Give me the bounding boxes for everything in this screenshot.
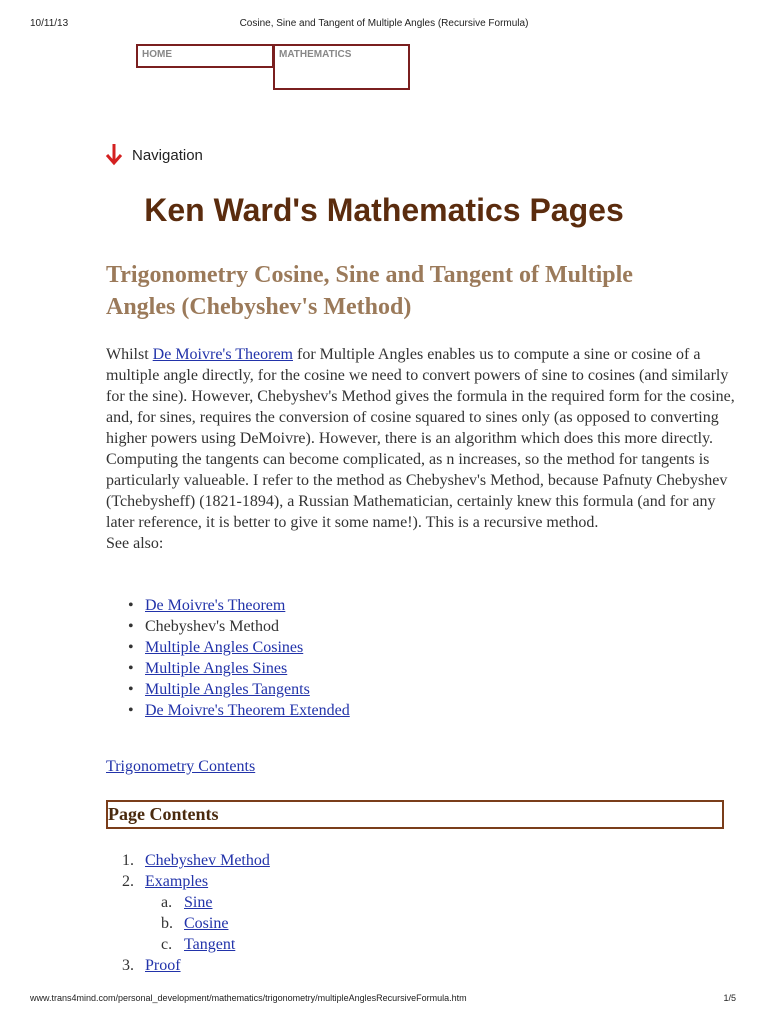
de-moivre-inline-link[interactable]: De Moivre's Theorem (152, 346, 293, 363)
intro-text-start: Whilst (106, 346, 153, 363)
see-also-tangents-link[interactable]: Multiple Angles Tangents (145, 681, 310, 698)
intro-paragraph (106, 344, 736, 554)
toc-tangent-link[interactable]: Tangent (184, 936, 236, 953)
toc-subitem (161, 934, 270, 955)
table-of-contents (122, 850, 270, 976)
toc-number: 3. (122, 957, 134, 974)
toc-examples-link[interactable]: Examples (145, 873, 209, 890)
toc-item (122, 955, 270, 976)
nav-home-button[interactable]: HOME (136, 44, 274, 68)
print-page-count: 1/5 (723, 993, 736, 1003)
see-also-list (128, 595, 350, 721)
list-item (128, 637, 350, 658)
list-item (128, 679, 350, 700)
toc-subnumber: b. (161, 915, 173, 932)
toc-cosine-link[interactable]: Cosine (184, 915, 229, 932)
page-contents-title: Page Contents (108, 804, 219, 824)
toc-proof-link[interactable]: Proof (145, 957, 181, 974)
nav-mathematics-button[interactable]: MATHEMATICS (273, 44, 410, 90)
page-contents-box (106, 800, 724, 829)
list-item (128, 616, 350, 637)
toc-item (122, 871, 270, 955)
navigation-toggle[interactable] (104, 142, 203, 168)
toc-number: 1. (122, 852, 134, 869)
red-down-arrow-icon (104, 142, 124, 168)
toc-item (122, 850, 270, 871)
page-heading: Trigonometry Cosine, Sine and Tangent of Multiple Angles (Chebyshev's Method) (106, 262, 633, 320)
navigation-label: Navigation (132, 146, 203, 164)
list-item (128, 700, 350, 721)
print-document-title: Cosine, Sine and Tangent of Multiple Angles (Recursive Formula) (239, 18, 529, 29)
see-also-de-moivre-link[interactable]: De Moivre's Theorem (145, 597, 286, 614)
site-title: Ken Ward's Mathematics Pages (144, 192, 624, 228)
trigonometry-contents-link[interactable]: Trigonometry Contents (106, 758, 256, 775)
print-date: 10/11/13 (30, 18, 69, 29)
toc-subnumber: a. (161, 894, 173, 911)
list-item (128, 595, 350, 616)
toc-subnumber: c. (161, 936, 173, 953)
print-url: www.trans4mind.com/personal_development/mathematics/trigonometry/multipleAnglesRecursiveFormula.htm (30, 993, 467, 1003)
toc-sine-link[interactable]: Sine (184, 894, 213, 911)
toc-sublist (122, 892, 270, 955)
see-also-chebyshev-current: Chebyshev's Method (145, 618, 279, 635)
toc-chebyshev-method-link[interactable]: Chebyshev Method (145, 852, 270, 869)
toc-subitem (161, 913, 270, 934)
list-item (128, 658, 350, 679)
see-also-de-moivre-extended-link[interactable]: De Moivre's Theorem Extended (145, 702, 350, 719)
see-also-label: See also: (106, 535, 164, 552)
see-also-cosines-link[interactable]: Multiple Angles Cosines (145, 639, 304, 656)
toc-subitem (161, 892, 270, 913)
see-also-sines-link[interactable]: Multiple Angles Sines (145, 660, 288, 677)
toc-number: 2. (122, 873, 134, 890)
intro-text-body: for Multiple Angles enables us to compute a sine or cosine of a multiple angle directly, for the cosine we need to convert powers of sine to cosines (and similarly for the sine). However, Chebyshev's Method gives the formula in the required form for the cosine, and, for sines, requires the conversion of cosine squared to sines only (as opposed to converting higher powers using DeMoivre). However, there is an algorithm which does this more directly. Computing the tangents can become complicated, as n increases, so the method for tangents is particularly valueable. I refer to the method as Chebyshev's Method, because Pafnuty Chebyshev (Tchebysheff) (1821-1894), a Russian Mathematician, certainly knew this formula (and for any later reference, it is better to give it some name!). This is a recursive method. (106, 346, 735, 531)
